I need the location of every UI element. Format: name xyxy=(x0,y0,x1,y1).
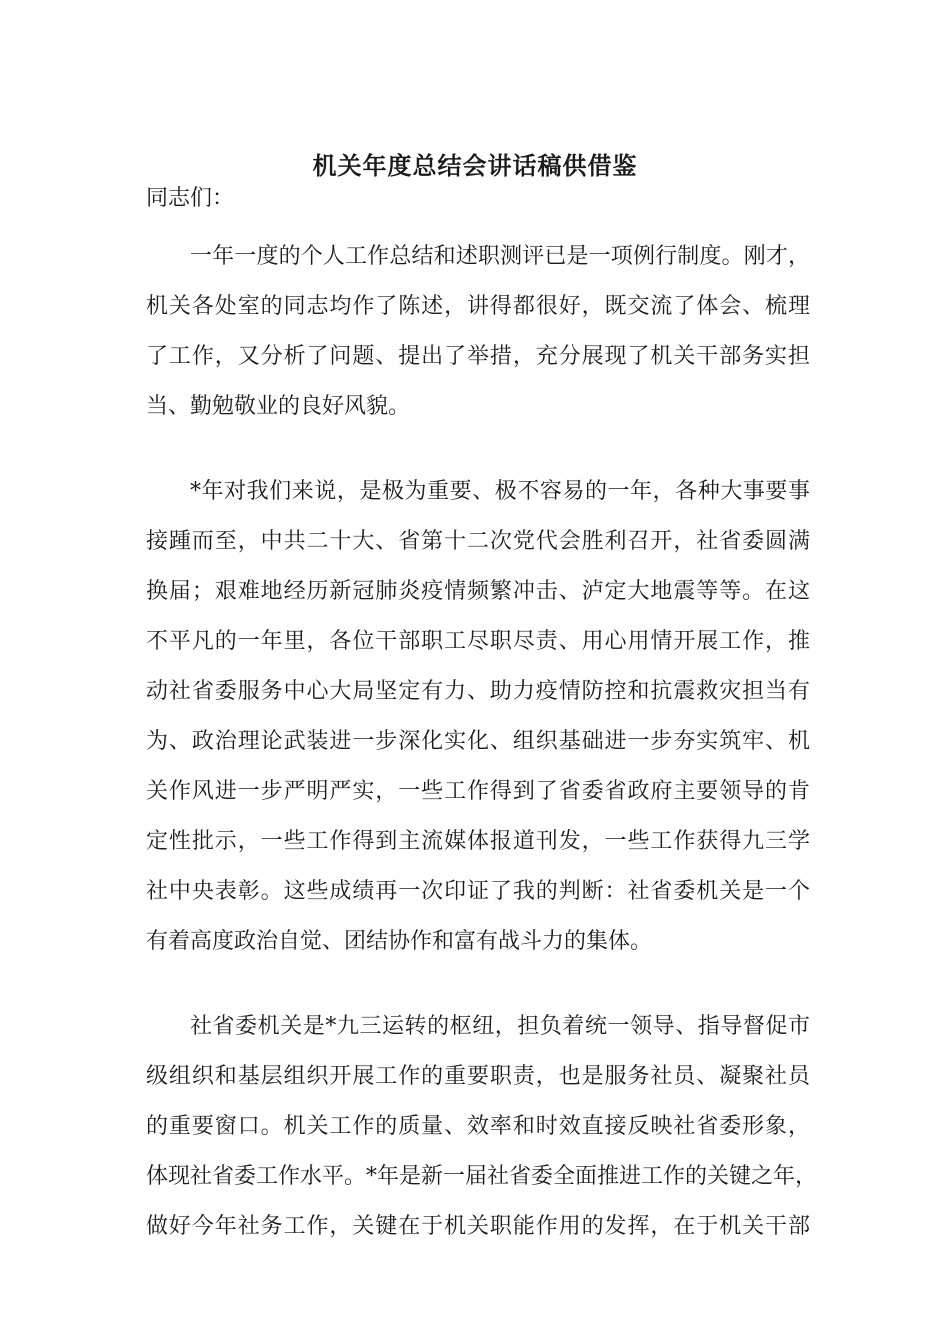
paragraph-2-line-7: 关作风进一步严明严实，一些工作得到了省委省政府主要领导的肯 xyxy=(146,779,810,804)
paragraph-2-line-1: *年对我们来说，是极为重要、极不容易的一年，各种大事要事 xyxy=(190,479,810,504)
paragraph-1-line-1: 一年一度的个人工作总结和述职测评已是一项例行制度。刚才， xyxy=(190,244,810,269)
salutation: 同志们： xyxy=(146,186,235,211)
paragraph-3-line-4: 体现社省委工作水平。*年是新一届社省委全面推进工作的关键之年， xyxy=(146,1164,818,1189)
paragraph-3-line-2: 级组织和基层组织开展工作的重要职责，也是服务社员、凝聚社员 xyxy=(146,1064,810,1089)
paragraph-3-line-1: 社省委机关是*九三运转的枢纽，担负着统一领导、指导督促市 xyxy=(190,1014,810,1039)
paragraph-2-line-2: 接踵而至，中共二十大、省第十二次党代会胜利召开，社省委圆满 xyxy=(146,529,810,554)
paragraph-2-line-4: 不平凡的一年里，各位干部职工尽职尽责、用心用情开展工作，推 xyxy=(146,629,810,654)
paragraph-3-line-3: 的重要窗口。机关工作的质量、效率和时效直接反映社省委形象， xyxy=(146,1114,810,1139)
paragraph-2-line-6: 为、政治理论武装进一步深化实化、组织基础进一步夯实筑牢、机 xyxy=(146,729,810,754)
paragraph-1-line-3: 了工作，又分析了问题、提出了举措，充分展现了机关干部务实担 xyxy=(146,344,810,369)
document-title: 机关年度总结会讲话稿供借鉴 xyxy=(312,152,638,180)
paragraph-2-line-3: 换届；艰难地经历新冠肺炎疫情频繁冲击、泸定大地震等等。在这 xyxy=(146,579,810,604)
paragraph-2-line-8: 定性批示，一些工作得到主流媒体报道刊发，一些工作获得九三学 xyxy=(146,829,810,854)
paragraph-1-line-4: 当、勤勉敬业的良好风貌。 xyxy=(146,394,411,419)
paragraph-2-line-5: 动社省委服务中心大局坚定有力、助力疫情防控和抗震救灾担当有 xyxy=(146,679,810,704)
paragraph-2-line-10: 有着高度政治自觉、团结协作和富有战斗力的集体。 xyxy=(146,929,653,954)
paragraph-1-line-2: 机关各处室的同志均作了陈述，讲得都很好，既交流了体会、梳理 xyxy=(146,294,810,319)
paragraph-2-line-9: 社中央表彰。这些成绩再一次印证了我的判断：社省委机关是一个 xyxy=(146,879,810,904)
paragraph-3-line-5: 做好今年社务工作，关键在于机关职能作用的发挥，在于机关干部 xyxy=(146,1214,810,1239)
